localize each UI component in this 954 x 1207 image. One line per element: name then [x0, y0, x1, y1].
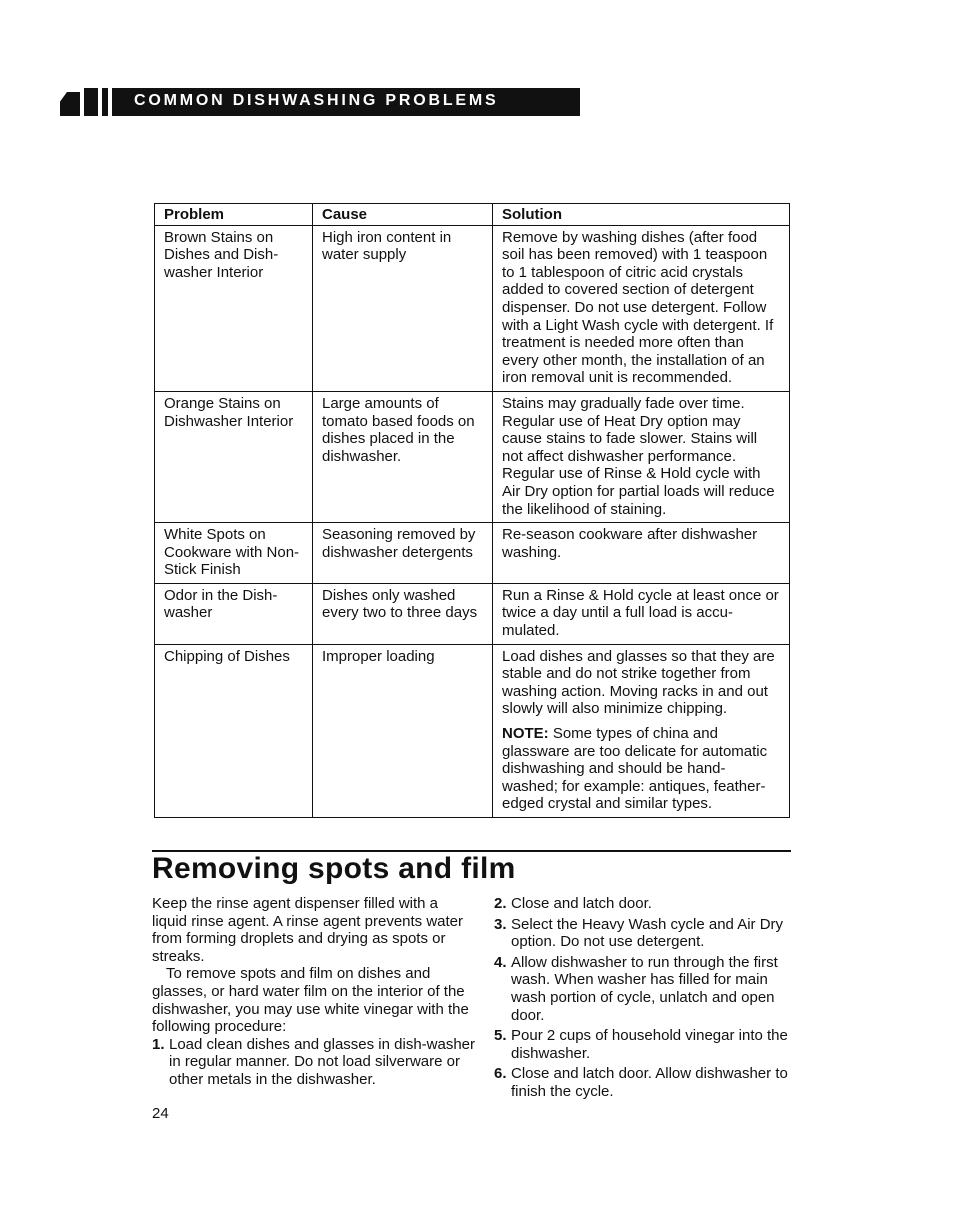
step-item: [494, 916, 794, 951]
section-title: Removing spots and film: [152, 852, 516, 885]
table-row: [155, 644, 790, 817]
page-number: 24: [152, 1105, 169, 1122]
problem-cell: Chipping of Dishes: [155, 644, 313, 817]
cause-cell: High iron content in water supply: [313, 225, 493, 391]
header-solution: Solution: [493, 204, 790, 226]
note-paragraph: [502, 725, 781, 813]
banner-block-icon: [84, 88, 98, 116]
note-text: Some types of china and glassware are too delicate for automatic dishwashing and should be hand-washed; for example: antiques, feather-edged crystal and similar types.: [502, 725, 768, 813]
step-text: Pour 2 cups of household vinegar into the dishwasher.: [511, 1027, 788, 1062]
step-item: [494, 1027, 794, 1062]
step-item: [494, 895, 794, 913]
step-text: Select the Heavy Wash cycle and Air Dry option. Do not use detergent.: [511, 915, 784, 951]
problems-table: [154, 203, 790, 818]
banner-block-icon: [102, 88, 108, 116]
section-banner: [60, 88, 580, 116]
step-number: 4.: [494, 953, 507, 971]
step-text: Allow dishwasher to run through the first wash. When washer has filled for main wash portion of cycle, unlatch and open door.: [511, 953, 778, 1024]
intro-paragraph: Keep the rinse agent dispenser filled with a liquid rinse agent. A rinse agent prevents water from forming droplets and drying as spots or streaks.: [152, 895, 464, 965]
step-text: Close and latch door. Allow dishwasher to finish the cycle.: [511, 1065, 788, 1100]
problem-cell: Brown Stains on Dishes and Dish-washer Interior: [155, 225, 313, 391]
step-item: [494, 1065, 794, 1100]
cause-cell: Improper loading: [313, 644, 493, 817]
problem-cell: White Spots on Cookware with Non-Stick Finish: [155, 523, 313, 584]
table-row: [155, 391, 790, 522]
step-number: 5.: [494, 1027, 507, 1045]
table-row: [155, 225, 790, 391]
step-item: [152, 1036, 477, 1089]
problem-cell: Orange Stains on Dishwasher Interior: [155, 391, 313, 522]
banner-title: COMMON DISHWASHING PROBLEMS: [134, 92, 499, 109]
cause-cell: Seasoning removed by dishwasher detergents: [313, 523, 493, 584]
problem-cell: Odor in the Dish-washer: [155, 583, 313, 644]
cause-cell: Large amounts of tomato based foods on dishes placed in the dishwasher.: [313, 391, 493, 522]
intro-paragraph: To remove spots and film on dishes and glasses, or hard water film on the interior of the dishwasher, you may use white vinegar with the following procedure:: [152, 965, 469, 1036]
right-column: [494, 895, 794, 1104]
solution-cell: Run a Rinse & Hold cycle at least once or twice a day until a full load is accu-mulated.: [493, 583, 790, 644]
solution-cell: Re-season cookware after dishwasher washing.: [493, 523, 790, 584]
step-number: 1.: [152, 1035, 165, 1053]
step-number: 2.: [494, 895, 507, 912]
solution-cell: Stains may gradually fade over time. Regular use of Heat Dry option may cause stains to fade slower. Stains will not affect dishwasher performance. Regular use of Rinse & Hold cycle with Air Dry option for partial loads will reduce the likelihood of staining.: [493, 391, 790, 522]
header-problem: Problem: [155, 204, 313, 226]
step-number: 6.: [494, 1065, 507, 1083]
solution-cell: Remove by washing dishes (after food soil has been removed) with 1 teaspoon to 1 tablespoon of citric acid crystals added to covered section of detergent dispenser. Do not use detergent. Follow with a Light Wash cycle with detergent. If treatment is needed more often than every other month, the installation of an iron removal unit is recommended.: [493, 225, 790, 391]
left-column: [152, 895, 477, 1092]
step-number: 3.: [494, 915, 507, 933]
header-cause: Cause: [313, 204, 493, 226]
solution-cell: [493, 644, 790, 817]
table-row: [155, 523, 790, 584]
solution-text: Load dishes and glasses so that they are stable and do not strike together from washing action. Moving racks in and out slowly will also minimize chipping.: [502, 647, 775, 718]
table-header-row: [155, 204, 790, 226]
table-row: [155, 583, 790, 644]
cause-cell: Dishes only washed every two to three days: [313, 583, 493, 644]
note-label: NOTE:: [502, 725, 549, 743]
step-text: Close and latch door.: [511, 895, 652, 912]
step-text: Load clean dishes and glasses in dish-washer in regular manner. Do not load silverware or other metals in the dishwasher.: [169, 1035, 476, 1088]
banner-bar: [112, 88, 580, 116]
banner-block-icon: [60, 92, 80, 116]
step-item: [494, 954, 794, 1024]
